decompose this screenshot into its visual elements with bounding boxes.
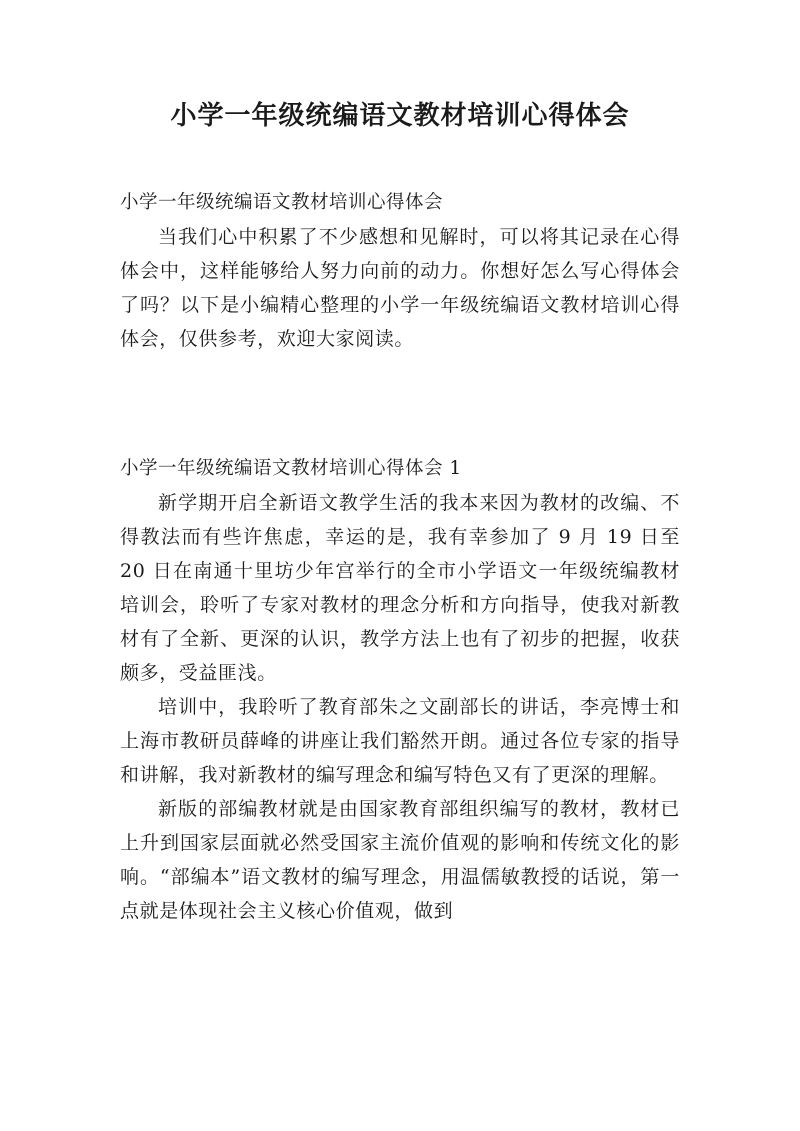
intro-section — [120, 186, 680, 356]
section-1-paragraph-3: 新版的部编教材就是由国家教育部组织编写的教材，教材已上升到国家层面就必然受国家主流价值观的影响和传统文化的影响。“部编本”语文教材的编写理念，用温儒敏教授的话说，第一点就是体现社会主义核心价值观，做到 — [120, 798, 680, 922]
section-1-paragraph-2: 培训中，我聆听了教育部朱之文副部长的讲话，李亮博士和上海市教研员薛峰的讲座让我们豁然开朗。通过各位专家的指导和讲解，我对新教材的编写理念和编写特色又有了更深的理解。 — [120, 696, 680, 786]
intro-paragraph: 当我们心中积累了不少感想和见解时，可以将其记录在心得体会中，这样能够给人努力向前的动力。你想好怎么写心得体会了吗？以下是小编精心整理的小学一年级统编语文教材培训心得体会，仅供参考，欢迎大家阅读。 — [120, 226, 680, 350]
document-title: 小学一年级统编语文教材培训心得体会 — [170, 101, 630, 131]
section-1-heading: 小学一年级统编语文教材培训心得体会 1 — [120, 458, 462, 479]
intro-heading: 小学一年级统编语文教材培训心得体会 — [120, 192, 444, 213]
section-1-paragraph-1: 新学期开启全新语文教学生活的我本来因为教材的改编、不得教法而有些许焦虑，幸运的是，我有幸参加了 9 月 19 日至 20 日在南通十里坊少年宫举行的全市小学语文一年级统编教材培训会，聆听了专家对教材的理念分析和方向指导，使我对新教材有了全新、更深的认识，教学方法上也有了初步的把握，收获颇多，受益匪浅。 — [120, 492, 680, 684]
section-1 — [120, 452, 680, 928]
